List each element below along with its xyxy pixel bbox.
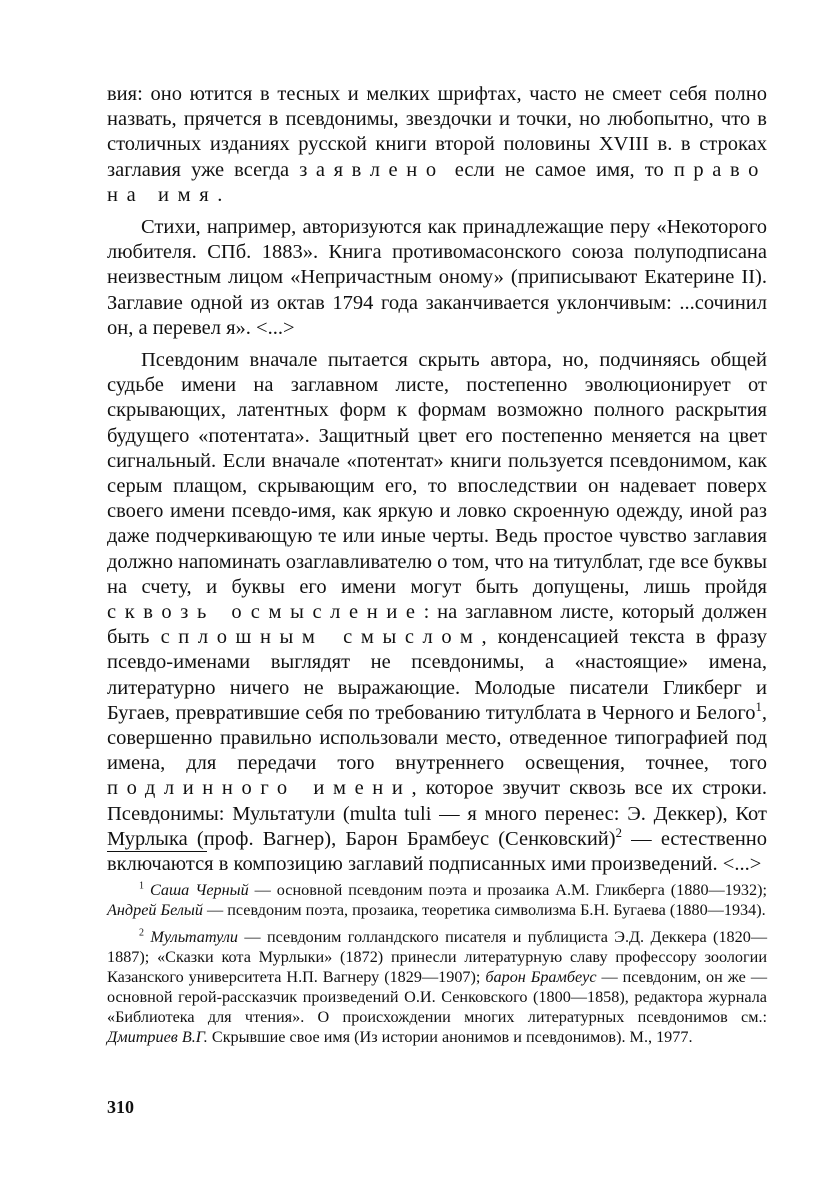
text-run: . bbox=[217, 183, 223, 206]
footnote-name: Саша Черный bbox=[149, 881, 249, 899]
footnote-2 bbox=[107, 927, 767, 1047]
paragraph-1 bbox=[107, 82, 767, 208]
footnote-author: Дмитриев В.Г. bbox=[107, 1028, 208, 1046]
footnote-text: — основной псевдоним поэта и прозаика А.М. Гликберга (1880—1932); bbox=[248, 881, 767, 899]
footnote-mark: 2 bbox=[139, 927, 145, 939]
footnote-divider bbox=[107, 851, 207, 852]
spaced-emphasis: подлинного имени bbox=[107, 777, 412, 800]
spaced-emphasis: заявлено bbox=[299, 158, 445, 181]
footnote-name: Андрей Белый bbox=[107, 901, 203, 919]
footnote-name: Мультатули bbox=[150, 928, 239, 946]
spaced-emphasis: сквозь осмысление bbox=[107, 601, 424, 624]
main-text bbox=[107, 82, 767, 877]
footnote-ref-1[interactable]: 1 bbox=[755, 700, 762, 715]
footnote-text: Скрывшие свое имя (Из истории анонимов и псевдонимов). М., 1977. bbox=[207, 1028, 693, 1046]
text-run: вия: оно ютится в тесных и мелких шрифтах, часто не смеет себя полно назвать, прячется в псевдонимы, звездочки и точки, но любопытно, что в столичных изданиях русской книги второй половины XVIII в. в строках заглавия уже всегда bbox=[107, 83, 767, 181]
text-run: , совершенно правильно использовали место, отведенное типографией под имена, для передачи того внутреннего освещения, точнее, того bbox=[107, 701, 767, 775]
paragraph-2: Стихи, например, авторизуются как принадлежащие перу «Некоторого любителя. СПб. 1883». Книга противомасонского союза полуподписана неизвестным лицом «Непричастным оному» (приписывают Екатерине II). Заглавие одной из октав 1794 года заканчивается уклончивым: ...сочинил он, а перевел я». <...> bbox=[107, 216, 767, 339]
footnote-1 bbox=[107, 880, 767, 920]
spaced-emphasis: право на имя bbox=[107, 158, 767, 206]
page-number: 310 bbox=[107, 1097, 134, 1117]
footnote-text: — псевдоним поэта, прозаика, теоретика символизма Б.Н. Бугаева (1880—1934). bbox=[202, 901, 766, 919]
footnote-text: — псевдоним голландского писателя и публициста Э.Д. Деккера (1820—1887); «Сказки кота Мурлыки» (1872) принесли литературную славу профессору зоологии Казанского университета Н.П. Вагнеру (1829—1907); bbox=[107, 928, 768, 986]
footnotes bbox=[107, 880, 767, 1047]
paragraph-3 bbox=[107, 348, 767, 877]
footnote-ref-2[interactable]: 2 bbox=[615, 826, 622, 841]
text-run: если не самое имя, то bbox=[444, 158, 674, 181]
text-run: , конденсацией текста в фразу псевдо-именами выглядят не псевдонимы, а «настоящие» имена, литературно ничего не выражающие. Молодые писатели Гликберг и Бугаев, превратившие себя по требованию титулблата в Черного и Белого bbox=[107, 626, 767, 724]
footnote-text: — псевдоним, он же — основной герой-рассказчик произведений О.И. Сенковского (1800—1858), редактора журнала «Библиотека для чтения». О происхождении многих литературных псевдонимов см.: bbox=[107, 968, 768, 1026]
footnote-mark: 1 bbox=[139, 880, 145, 892]
spaced-emphasis: сплошным смыслом bbox=[160, 626, 482, 649]
text-run: — естественно включаются в композицию заглавий подписанных ими произведений. <...> bbox=[107, 827, 768, 876]
text-run: , которое звучит сквозь все их строки. Псевдонимы: Мультатули (multa tuli — я много перенес: Э. Деккер), Кот Мурлыка (проф. Вагнер), Барон Брамбеус (Сенковский) bbox=[107, 777, 768, 850]
text-run: : на заглавном листе, который должен быть bbox=[107, 601, 767, 649]
text-run: Псевдоним вначале пытается скрыть автора, но, подчиняясь общей судьбе имени на заглавном листе, постепенно эволюционирует от скрывающих, латентных форм к формам возможно полного раскрытия будущего «потентата». Защитный цвет его постепенно меняется на цвет сигнальный. Если вначале «потентат» книги пользуется псевдонимом, как серым плащом, скрывающим его, то впоследствии он надевает поверх своего имени псевдо-имя, как яркую и ловко скроенную одежду, иной раз даже подчеркивающую те или иные черты. Ведь простое чувство заглавия должно напоминать озаглавливателю о том, что на титулблат, где все буквы на счету, и буквы его имени могут быть допущены, лишь пройдя bbox=[107, 349, 767, 598]
footnote-name: барон Брамбеус bbox=[485, 968, 597, 986]
